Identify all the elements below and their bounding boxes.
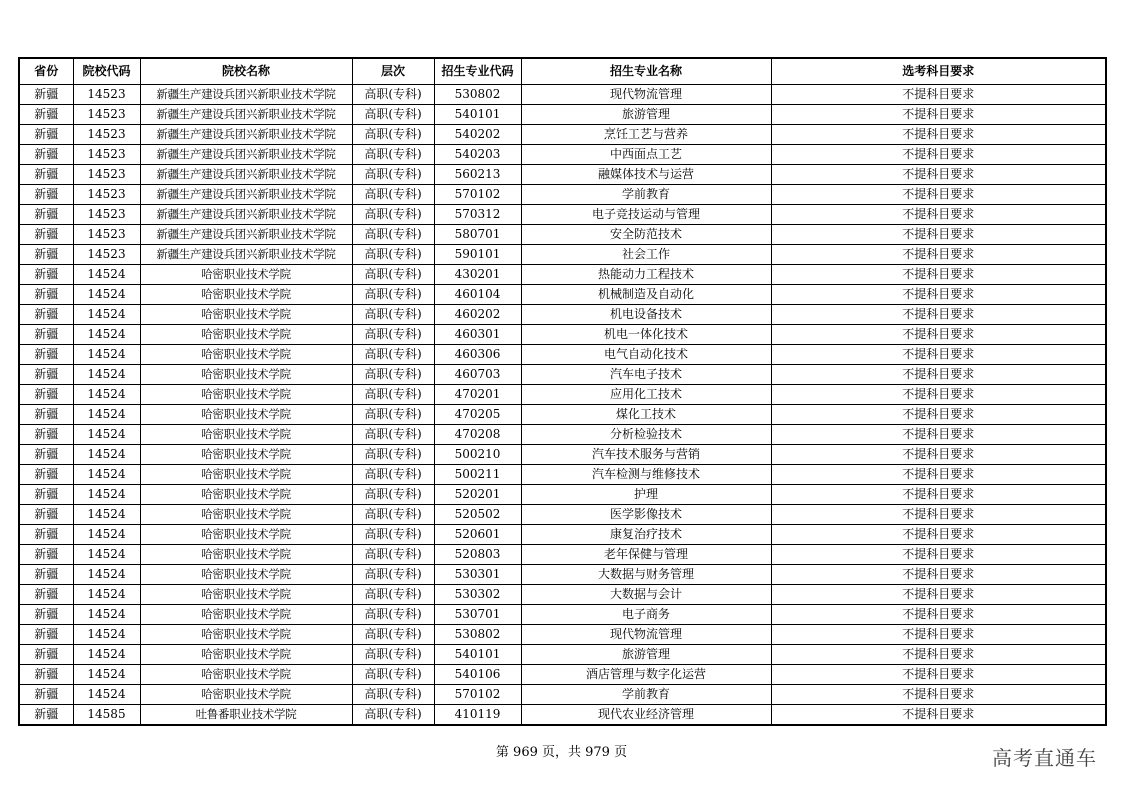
cell-school-name: 哈密职业技术学院 [140,505,352,525]
cell-level: 高职(专科) [352,505,434,525]
cell-province: 新疆 [19,385,73,405]
cell-major-code: 590101 [434,245,521,265]
cell-province: 新疆 [19,365,73,385]
cell-major-name: 汽车电子技术 [521,365,771,385]
table-header [19,58,1106,85]
table-row [19,705,1106,726]
cell-major-code: 570312 [434,205,521,225]
cell-subject-requirement: 不提科目要求 [771,225,1106,245]
cell-major-code: 560213 [434,165,521,185]
cell-school-name: 新疆生产建设兵团兴新职业技术学院 [140,225,352,245]
cell-school-code: 14524 [73,305,140,325]
cell-level: 高职(专科) [352,105,434,125]
cell-school-code: 14524 [73,285,140,305]
cell-school-name: 新疆生产建设兵团兴新职业技术学院 [140,165,352,185]
cell-level: 高职(专科) [352,125,434,145]
watermark-logo: 高考直通车 [992,746,1097,770]
cell-subject-requirement: 不提科目要求 [771,525,1106,545]
cell-province: 新疆 [19,645,73,665]
cell-subject-requirement: 不提科目要求 [771,425,1106,445]
cell-subject-requirement: 不提科目要求 [771,605,1106,625]
cell-major-code: 460306 [434,345,521,365]
cell-level: 高职(专科) [352,205,434,225]
header-level: 层次 [352,58,434,85]
cell-level: 高职(专科) [352,325,434,345]
cell-school-code: 14524 [73,585,140,605]
cell-school-code: 14524 [73,365,140,385]
cell-school-name: 新疆生产建设兵团兴新职业技术学院 [140,205,352,225]
cell-level: 高职(专科) [352,245,434,265]
cell-province: 新疆 [19,685,73,705]
cell-school-code: 14524 [73,445,140,465]
cell-level: 高职(专科) [352,645,434,665]
cell-subject-requirement: 不提科目要求 [771,305,1106,325]
cell-major-name: 煤化工技术 [521,405,771,425]
table-row [19,205,1106,225]
cell-school-code: 14524 [73,545,140,565]
cell-major-name: 酒店管理与数字化运营 [521,665,771,685]
cell-subject-requirement: 不提科目要求 [771,165,1106,185]
cell-subject-requirement: 不提科目要求 [771,85,1106,105]
cell-school-name: 新疆生产建设兵团兴新职业技术学院 [140,105,352,125]
cell-major-code: 530701 [434,605,521,625]
cell-major-code: 530802 [434,625,521,645]
cell-school-code: 14524 [73,605,140,625]
cell-level: 高职(专科) [352,705,434,726]
cell-level: 高职(专科) [352,185,434,205]
cell-level: 高职(专科) [352,485,434,505]
cell-school-name: 哈密职业技术学院 [140,285,352,305]
cell-major-code: 570102 [434,185,521,205]
cell-major-name: 学前教育 [521,185,771,205]
cell-level: 高职(专科) [352,665,434,685]
cell-school-code: 14524 [73,385,140,405]
cell-school-code: 14523 [73,145,140,165]
cell-province: 新疆 [19,225,73,245]
header-row [19,58,1106,85]
cell-level: 高职(专科) [352,85,434,105]
cell-province: 新疆 [19,205,73,225]
header-school-code: 院校代码 [73,58,140,85]
cell-province: 新疆 [19,165,73,185]
cell-subject-requirement: 不提科目要求 [771,405,1106,425]
cell-school-name: 新疆生产建设兵团兴新职业技术学院 [140,245,352,265]
cell-province: 新疆 [19,125,73,145]
cell-level: 高职(专科) [352,285,434,305]
cell-school-code: 14524 [73,345,140,365]
table-row [19,385,1106,405]
cell-subject-requirement: 不提科目要求 [771,565,1106,585]
cell-major-code: 530302 [434,585,521,605]
table-row [19,585,1106,605]
cell-major-name: 现代农业经济管理 [521,705,771,726]
cell-subject-requirement: 不提科目要求 [771,125,1106,145]
table-row [19,145,1106,165]
cell-school-name: 哈密职业技术学院 [140,445,352,465]
cell-province: 新疆 [19,525,73,545]
header-province: 省份 [19,58,73,85]
cell-major-name: 电子商务 [521,605,771,625]
cell-level: 高职(专科) [352,425,434,445]
cell-province: 新疆 [19,185,73,205]
cell-school-code: 14523 [73,185,140,205]
cell-level: 高职(专科) [352,605,434,625]
cell-school-name: 哈密职业技术学院 [140,385,352,405]
cell-school-name: 哈密职业技术学院 [140,365,352,385]
cell-major-code: 430201 [434,265,521,285]
cell-subject-requirement: 不提科目要求 [771,445,1106,465]
cell-subject-requirement: 不提科目要求 [771,265,1106,285]
cell-school-name: 哈密职业技术学院 [140,465,352,485]
cell-subject-requirement: 不提科目要求 [771,285,1106,305]
header-major-code: 招生专业代码 [434,58,521,85]
cell-subject-requirement: 不提科目要求 [771,185,1106,205]
cell-major-name: 电气自动化技术 [521,345,771,365]
cell-major-name: 烹饪工艺与营养 [521,125,771,145]
cell-province: 新疆 [19,605,73,625]
cell-school-code: 14524 [73,505,140,525]
cell-subject-requirement: 不提科目要求 [771,625,1106,645]
cell-province: 新疆 [19,145,73,165]
cell-school-code: 14524 [73,405,140,425]
cell-level: 高职(专科) [352,525,434,545]
cell-province: 新疆 [19,285,73,305]
cell-province: 新疆 [19,105,73,125]
cell-major-name: 汽车检测与维修技术 [521,465,771,485]
cell-subject-requirement: 不提科目要求 [771,485,1106,505]
cell-level: 高职(专科) [352,305,434,325]
cell-province: 新疆 [19,305,73,325]
cell-school-code: 14523 [73,125,140,145]
cell-major-name: 护理 [521,485,771,505]
cell-school-name: 吐鲁番职业技术学院 [140,705,352,726]
cell-subject-requirement: 不提科目要求 [771,385,1106,405]
table-row [19,445,1106,465]
cell-school-name: 哈密职业技术学院 [140,525,352,545]
cell-major-name: 应用化工技术 [521,385,771,405]
cell-major-code: 470205 [434,405,521,425]
table-row [19,185,1106,205]
cell-major-name: 机电一体化技术 [521,325,771,345]
cell-province: 新疆 [19,505,73,525]
table-row [19,685,1106,705]
cell-school-code: 14585 [73,705,140,726]
cell-subject-requirement: 不提科目要求 [771,205,1106,225]
cell-major-code: 540106 [434,665,521,685]
cell-province: 新疆 [19,245,73,265]
table-row [19,85,1106,105]
header-subject-requirement: 选考科目要求 [771,58,1106,85]
cell-major-name: 学前教育 [521,685,771,705]
table-row [19,265,1106,285]
cell-school-name: 哈密职业技术学院 [140,565,352,585]
cell-school-name: 哈密职业技术学院 [140,345,352,365]
table-row [19,505,1106,525]
cell-province: 新疆 [19,705,73,726]
table-row [19,125,1106,145]
header-school-name: 院校名称 [140,58,352,85]
cell-level: 高职(专科) [352,385,434,405]
cell-school-name: 新疆生产建设兵团兴新职业技术学院 [140,145,352,165]
cell-level: 高职(专科) [352,225,434,245]
cell-school-code: 14524 [73,685,140,705]
cell-school-name: 哈密职业技术学院 [140,325,352,345]
cell-major-name: 老年保健与管理 [521,545,771,565]
cell-province: 新疆 [19,585,73,605]
cell-school-name: 哈密职业技术学院 [140,545,352,565]
cell-level: 高职(专科) [352,565,434,585]
cell-subject-requirement: 不提科目要求 [771,325,1106,345]
table-row [19,625,1106,645]
cell-school-name: 新疆生产建设兵团兴新职业技术学院 [140,125,352,145]
cell-school-code: 14523 [73,225,140,245]
cell-school-name: 哈密职业技术学院 [140,625,352,645]
cell-school-code: 14523 [73,205,140,225]
table-row [19,345,1106,365]
cell-level: 高职(专科) [352,465,434,485]
cell-major-name: 医学影像技术 [521,505,771,525]
cell-school-name: 哈密职业技术学院 [140,485,352,505]
cell-major-code: 580701 [434,225,521,245]
table-row [19,325,1106,345]
cell-province: 新疆 [19,545,73,565]
cell-major-code: 460301 [434,325,521,345]
cell-school-name: 哈密职业技术学院 [140,585,352,605]
page-number: 第 969 页，共 979 页 [495,745,628,760]
cell-school-name: 哈密职业技术学院 [140,405,352,425]
cell-school-name: 哈密职业技术学院 [140,265,352,285]
cell-major-code: 520803 [434,545,521,565]
cell-major-name: 电子竞技运动与管理 [521,205,771,225]
cell-subject-requirement: 不提科目要求 [771,145,1106,165]
cell-school-name: 哈密职业技术学院 [140,605,352,625]
table-row [19,405,1106,425]
cell-province: 新疆 [19,565,73,585]
admission-table [18,57,1107,726]
cell-level: 高职(专科) [352,145,434,165]
cell-major-name: 现代物流管理 [521,85,771,105]
cell-school-name: 哈密职业技术学院 [140,645,352,665]
cell-level: 高职(专科) [352,625,434,645]
cell-subject-requirement: 不提科目要求 [771,685,1106,705]
cell-major-code: 540101 [434,105,521,125]
cell-major-code: 540101 [434,645,521,665]
cell-school-name: 哈密职业技术学院 [140,305,352,325]
cell-major-name: 机电设备技术 [521,305,771,325]
cell-school-name: 哈密职业技术学院 [140,685,352,705]
cell-major-name: 大数据与会计 [521,585,771,605]
table-row [19,285,1106,305]
cell-province: 新疆 [19,425,73,445]
cell-major-code: 530802 [434,85,521,105]
table-row [19,565,1106,585]
cell-level: 高职(专科) [352,165,434,185]
cell-school-code: 14524 [73,485,140,505]
cell-major-code: 500211 [434,465,521,485]
cell-province: 新疆 [19,465,73,485]
cell-level: 高职(专科) [352,685,434,705]
cell-major-name: 安全防范技术 [521,225,771,245]
cell-level: 高职(专科) [352,445,434,465]
cell-major-code: 540202 [434,125,521,145]
table-body [19,85,1106,726]
cell-school-code: 14524 [73,565,140,585]
cell-province: 新疆 [19,325,73,345]
cell-major-code: 520601 [434,525,521,545]
cell-major-code: 470208 [434,425,521,445]
cell-school-code: 14524 [73,265,140,285]
table-row [19,225,1106,245]
cell-major-code: 540203 [434,145,521,165]
cell-province: 新疆 [19,85,73,105]
cell-school-code: 14523 [73,85,140,105]
cell-major-code: 520502 [434,505,521,525]
cell-subject-requirement: 不提科目要求 [771,585,1106,605]
cell-school-code: 14523 [73,105,140,125]
cell-subject-requirement: 不提科目要求 [771,645,1106,665]
cell-major-code: 460202 [434,305,521,325]
cell-level: 高职(专科) [352,265,434,285]
cell-school-code: 14524 [73,645,140,665]
cell-school-code: 14524 [73,325,140,345]
cell-subject-requirement: 不提科目要求 [771,465,1106,485]
cell-subject-requirement: 不提科目要求 [771,545,1106,565]
cell-major-name: 大数据与财务管理 [521,565,771,585]
cell-major-code: 410119 [434,705,521,726]
cell-major-code: 570102 [434,685,521,705]
cell-major-name: 中西面点工艺 [521,145,771,165]
cell-major-name: 机械制造及自动化 [521,285,771,305]
cell-school-code: 14523 [73,245,140,265]
cell-subject-requirement: 不提科目要求 [771,665,1106,685]
cell-school-code: 14524 [73,665,140,685]
cell-subject-requirement: 不提科目要求 [771,505,1106,525]
cell-school-code: 14524 [73,425,140,445]
cell-major-name: 汽车技术服务与营销 [521,445,771,465]
table-row [19,485,1106,505]
cell-major-name: 分析检验技术 [521,425,771,445]
cell-school-code: 14524 [73,465,140,485]
cell-province: 新疆 [19,625,73,645]
table-row [19,645,1106,665]
header-major-name: 招生专业名称 [521,58,771,85]
cell-province: 新疆 [19,405,73,425]
cell-school-name: 哈密职业技术学院 [140,665,352,685]
cell-province: 新疆 [19,445,73,465]
cell-school-name: 新疆生产建设兵团兴新职业技术学院 [140,85,352,105]
cell-major-name: 融媒体技术与运营 [521,165,771,185]
cell-level: 高职(专科) [352,405,434,425]
cell-subject-requirement: 不提科目要求 [771,705,1106,726]
cell-major-code: 520201 [434,485,521,505]
cell-subject-requirement: 不提科目要求 [771,245,1106,265]
cell-major-code: 500210 [434,445,521,465]
table-row [19,545,1106,565]
cell-level: 高职(专科) [352,585,434,605]
table-row [19,105,1106,125]
cell-major-name: 旅游管理 [521,645,771,665]
cell-subject-requirement: 不提科目要求 [771,365,1106,385]
cell-level: 高职(专科) [352,365,434,385]
cell-school-name: 哈密职业技术学院 [140,425,352,445]
cell-province: 新疆 [19,345,73,365]
cell-province: 新疆 [19,265,73,285]
cell-subject-requirement: 不提科目要求 [771,345,1106,365]
cell-major-code: 470201 [434,385,521,405]
cell-major-code: 460703 [434,365,521,385]
table-row [19,425,1106,445]
cell-level: 高职(专科) [352,345,434,365]
cell-major-name: 康复治疗技术 [521,525,771,545]
cell-major-name: 社会工作 [521,245,771,265]
cell-major-name: 热能动力工程技术 [521,265,771,285]
table-row [19,665,1106,685]
cell-school-code: 14524 [73,525,140,545]
cell-major-code: 530301 [434,565,521,585]
cell-major-code: 460104 [434,285,521,305]
cell-subject-requirement: 不提科目要求 [771,105,1106,125]
table-row [19,605,1106,625]
cell-school-code: 14523 [73,165,140,185]
table-row [19,245,1106,265]
cell-major-name: 旅游管理 [521,105,771,125]
table-row [19,165,1106,185]
cell-school-code: 14524 [73,625,140,645]
cell-province: 新疆 [19,665,73,685]
table-row [19,365,1106,385]
cell-school-name: 新疆生产建设兵团兴新职业技术学院 [140,185,352,205]
cell-level: 高职(专科) [352,545,434,565]
table-row [19,305,1106,325]
table-row [19,465,1106,485]
table-row [19,525,1106,545]
cell-province: 新疆 [19,485,73,505]
cell-major-name: 现代物流管理 [521,625,771,645]
